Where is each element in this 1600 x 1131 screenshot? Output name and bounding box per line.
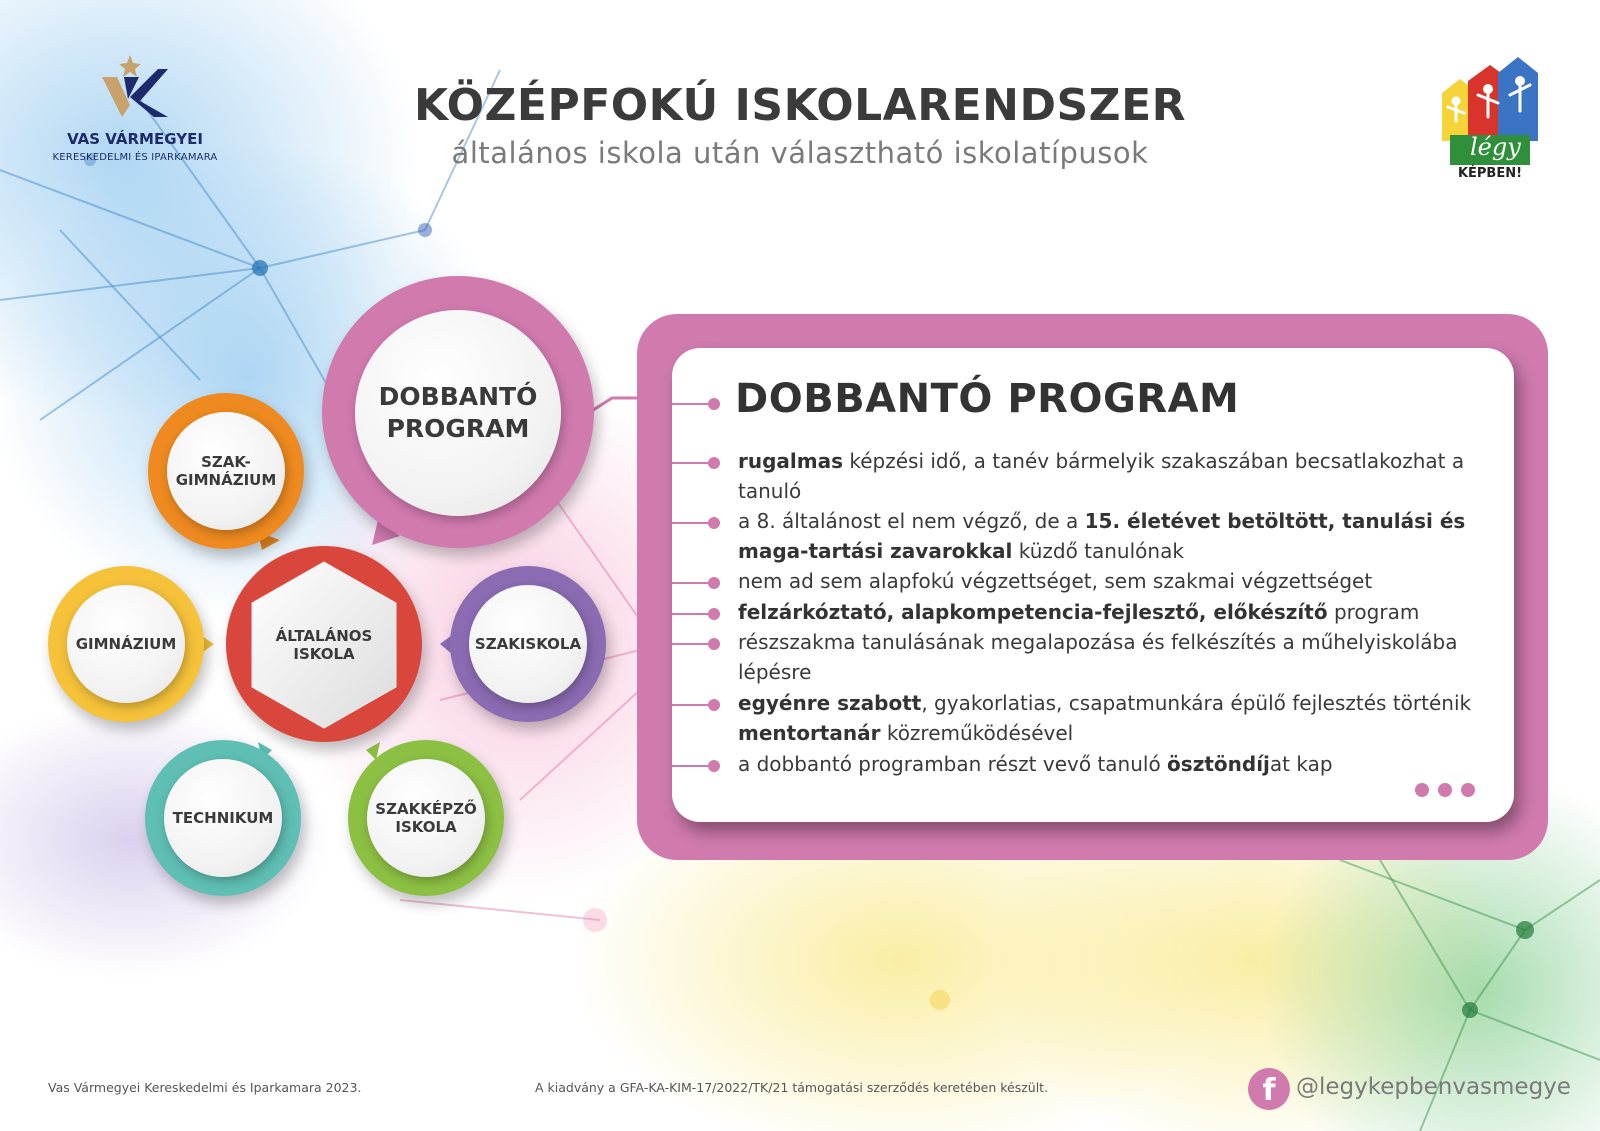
bullet-bold-text: 15. életévet betöltött, tanulási és maga-tartási zavarokkal	[738, 509, 1466, 563]
bullet-item	[738, 627, 1488, 687]
bullet-connector	[672, 582, 712, 584]
page-title: KÖZÉPFOKÚ ISKOLARENDSZER	[413, 80, 1187, 131]
szakgimnazium-label: SZAK- GIMNÁZIUM	[175, 453, 277, 489]
bullet-bold-text: rugalmas	[738, 449, 844, 473]
bullet-connector	[672, 522, 712, 524]
bullet-text: részszakma tanulásának megalapozása és felkészítés a műhelyiskolába lépésre	[738, 630, 1458, 684]
bullet-item	[738, 688, 1488, 748]
footer-funding-note: A kiadvány a GFA-KA-KIM-17/2022/TK/21 támogatási szerződés keretében készült.	[535, 1080, 1049, 1095]
panel-title: DOBBANTÓ PROGRAM	[735, 376, 1240, 422]
gimnazium-disc	[67, 585, 185, 703]
bullet-dot	[708, 608, 720, 620]
dobbanto-disc	[355, 310, 561, 516]
bullet-text: közreműködésével	[880, 721, 1074, 745]
bullet-text: küzdő tanulónak	[1012, 539, 1184, 563]
more-dot-2	[1438, 783, 1452, 797]
bullet-dot	[708, 699, 720, 711]
bullet-text: at kap	[1269, 752, 1333, 776]
page-subtitle: általános iskola után választható iskolatípusok	[451, 136, 1149, 170]
bullet-connector	[672, 704, 712, 706]
facebook-icon[interactable]: f	[1248, 1068, 1290, 1110]
bullet-connector	[672, 765, 712, 767]
title-bullet-dot	[708, 398, 720, 410]
bullet-dot	[708, 760, 720, 772]
technikum-label: TECHNIKUM	[172, 809, 274, 827]
szakkepzo-disc	[367, 759, 485, 877]
bullet-text: , gyakorlatias, csapatmunkára épülő fejlesztés történik	[921, 691, 1472, 715]
bullet-dot	[708, 457, 720, 469]
chamber-name-line1: VAS VÁRMEGYEI	[67, 130, 203, 148]
kepben-text: KÉPBEN!	[1457, 166, 1523, 181]
title-connector	[672, 403, 712, 405]
bullet-text: program	[1327, 600, 1420, 624]
altalanos-label-box	[248, 560, 400, 730]
bullet-item	[738, 597, 1488, 627]
bullet-item	[738, 506, 1488, 566]
gimnazium-label: GIMNÁZIUM	[75, 635, 177, 653]
bullet-bold-text: egyénre szabott	[738, 691, 922, 715]
chamber-name-line2: KERESKEDELMI ÉS IPARKAMARA	[52, 152, 218, 163]
bullet-connector	[672, 643, 712, 645]
bullet-text: képzési idő, a tanév bármelyik szakaszában becsatlakozhat a tanuló	[738, 449, 1465, 503]
bullet-text: a 8. általánost el nem végző, de a	[738, 509, 1085, 533]
more-dot-3	[1461, 783, 1475, 797]
bullet-bold-text: felzárkóztató, alapkompetencia-fejlesztő, előkészítő	[738, 600, 1328, 624]
footer-copyright: Vas Vármegyei Kereskedelmi és Iparkamara 2023.	[48, 1080, 362, 1095]
social-handle-link[interactable]: @legykepbenvasmegye	[1296, 1074, 1571, 1100]
bullet-dot	[708, 577, 720, 589]
bullet-item	[738, 446, 1488, 506]
bullet-text: nem ad sem alapfokú végzettséget, sem szakmai végzettséget	[738, 569, 1373, 593]
bullet-text: a dobbantó programban részt vevő tanuló	[738, 752, 1168, 776]
szakiskola-label: SZAKISKOLA	[474, 635, 582, 653]
szakgimnazium-disc	[167, 412, 285, 530]
szakkepzo-label: SZAKKÉPZŐ ISKOLA	[375, 800, 477, 836]
bullet-dot	[708, 517, 720, 529]
altalanos-label: ÁLTALÁNOS ISKOLA	[275, 627, 373, 663]
legy-script-text: légy	[1470, 133, 1521, 161]
technikum-disc	[164, 759, 282, 877]
bullet-dot	[708, 638, 720, 650]
bullet-item	[738, 566, 1488, 596]
dobbanto-label: DOBBANTÓ PROGRAM	[378, 382, 538, 443]
szakiskola-disc	[469, 585, 587, 703]
bullet-bold-text: mentortanár	[738, 721, 881, 745]
bullet-item	[738, 749, 1488, 779]
bullet-bold-text: ösztöndíj	[1167, 752, 1270, 776]
bullet-connector	[672, 462, 712, 464]
more-dot-1	[1415, 783, 1429, 797]
bullet-connector	[672, 613, 712, 615]
